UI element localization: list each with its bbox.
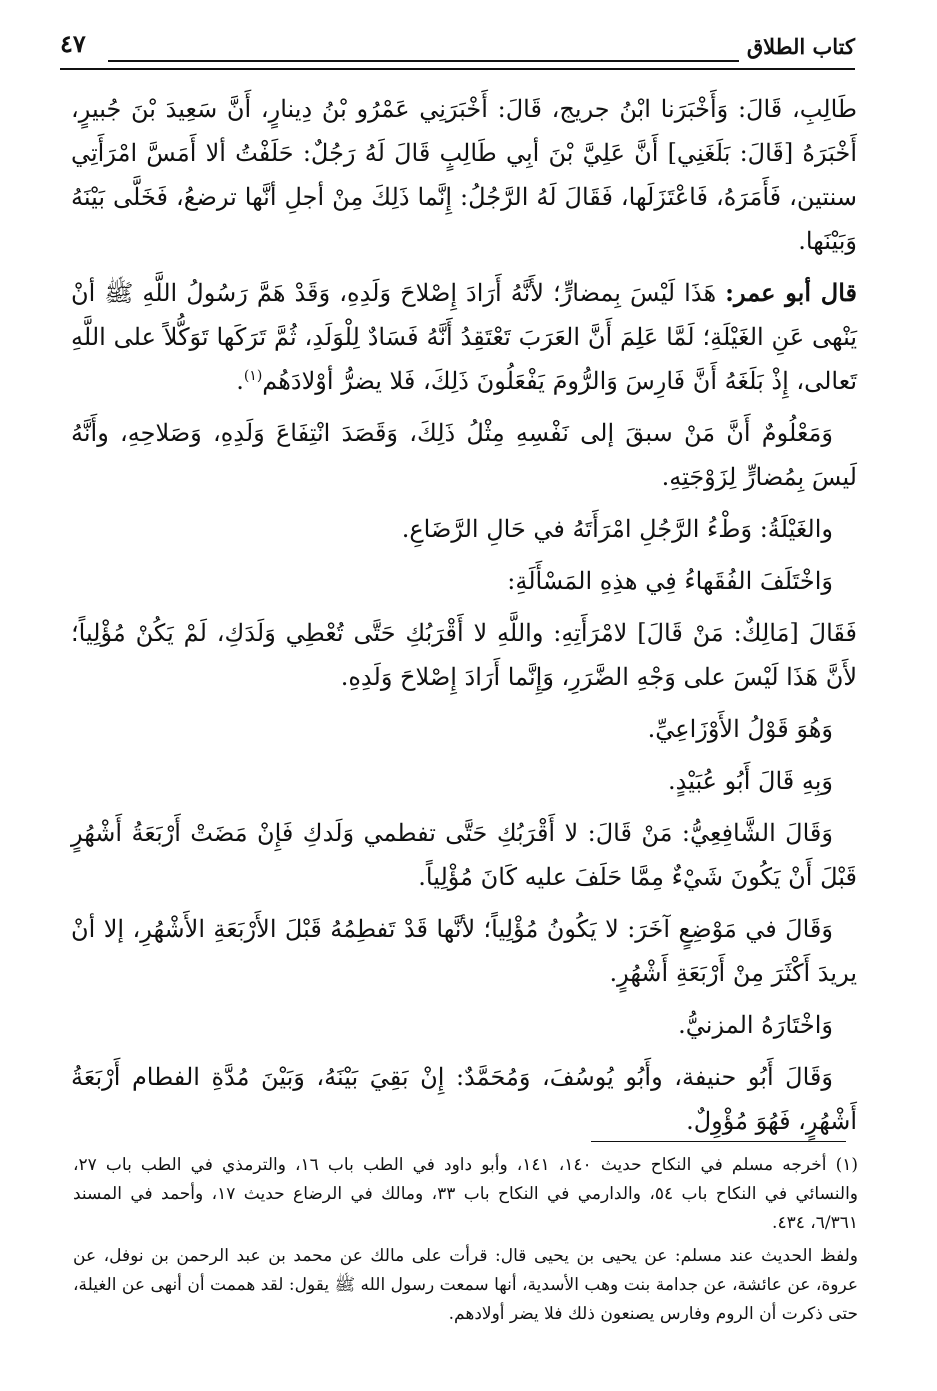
page-number: ٤٧ [60, 29, 86, 58]
footnote [73, 1151, 858, 1238]
footnote-separator [591, 1141, 846, 1142]
footnote-reference[interactable]: (١) [243, 368, 263, 384]
header-rule [60, 68, 855, 70]
paragraph-text: هَذَا لَيْسَ بِمضارٍّ؛ لأَنَّهُ أَرَادَ إِصْلاحَ وَلَدِهِ، وَقَدْ هَمَّ رَسُولُ اللَّهِ ﷺ أنْ يَنْهى عَنِ الغَيْلَةِ؛ لَمَّا عَلِمَ أَنَّ العَرَبَ تَعْتَقِدُ أَنَّهُ فَسَادٌ لِلْوَلَدِ، ثُمَّ تَرَكَها تَوَكُّلاً على اللَّهِ تَعالى، إِذْ بَلَغَهُ أَنَّ فَارِسَ وَالرُّومَ يَفْعَلُونَ ذَلِكَ، فَلا يضرُّ أوْلادَهُم [71, 279, 857, 395]
paragraph: والغَيْلَةُ: وَطْءُ الرَّجُلِ امْرَأَتَهُ في حَالِ الرَّضَاعِ. [401, 515, 833, 543]
page-header [60, 24, 855, 68]
footnote-continuation: ولفظ الحديث عند مسلم: عن يحيى بن يحيى قال: قرأت على مالك عن محمد بن عبد الرحمن بن نوفل، عن عروة، عن عائشة، عن جدامة بنت وهب الأسدية، أنها سمعت رسول الله ﷺ يقول: لقد هممت أن أنهى عن الغيلة، حتى ذكرت أن الروم وفارس يصنعون ذلك فلا يضر أولادهم. [73, 1246, 858, 1324]
paragraph: طَالِبِ، قَالَ: وَأَخْبَرَنا ابْنُ جريج، قَالَ: أَخْبَرَنِي عَمْرُو بْنُ دِينارٍ، أَنَّ سَعِيدَ بْنَ جُبيرٍ، أَخْبَرَهُ [قَالَ: بَلَغَنِي] أَنَّ عَلِيَّ بْنَ أبِي طَالِبٍ قَالَ لَهُ رَجُلٌ: حَلَفْتُ ألا أَمَسَّ امْرَأَتِي سنتين، فَأَمَرَهُ، فَاعْتَزَلَها، فَقَالَ لَهُ الرَّجُلُ: إِنَّما ذَلِكَ مِنْ أجلِ أنَّها ترضعُ، فَخَلَّى بَيْنَهُ وَبَيْنَها. [71, 95, 858, 255]
speaker-label: قال أبو عمر: [725, 278, 858, 307]
paragraph: وَبِهِ قَالَ أَبُو عُبَيْدٍ. [667, 767, 833, 795]
main-text [71, 87, 857, 1151]
paragraph-end: . [236, 367, 244, 395]
footnote-text: أخرجه مسلم في النكاح حديث ١٤٠، ١٤١، وأبو داود في الطب باب ١٦، والترمذي في الطب باب ٢٧، والنسائي في النكاح باب ٥٤، والدارمي في النكاح باب ٣٣، ومالك في الرضاع حديث ١٧، وأحمد في المسند ٦/٣٦١، ٤٣٤. [73, 1155, 858, 1233]
paragraph: وَاخْتَلَفَ الفُقَهاءُ فِي هذِهِ المَسْأَلَةِ: [507, 567, 833, 595]
paragraph: وَقَالَ أَبُو حنيفة، وأَبُو يُوسُفَ، وَمُحَمَّدٌ: إِنْ بَقِيَ بَيْنَهُ، وَبَيْنَ مُدَّةِ الفطام أَرْبَعَةُ أَشْهُرٍ، فَهُوَ مُؤْوِلٌ. [71, 1063, 857, 1135]
header-rule-short [108, 60, 739, 62]
running-title: كتاب الطلاق [746, 34, 855, 59]
paragraph: وَهُوَ قَوْلُ الأَوْزَاعِيِّ. [647, 715, 833, 743]
footnote-number: (١) [835, 1155, 859, 1175]
paragraph [71, 271, 857, 403]
paragraph: وَقَالَ الشَّافِعِيُّ: مَنْ قَالَ: لا أَقْرَبُكِ حَتَّى تفطمي وَلَدكِ فَإِنْ مَضَتْ أَرْبَعَةُ أَشْهُرٍ قَبْلَ أَنْ يَكُونَ شَيْءٌ مِمَّا حَلَفَ عليه كَانَ مُؤْلِياً. [71, 819, 857, 891]
paragraph: وَاخْتَارَهُ المزنيُّ. [678, 1011, 833, 1039]
footnotes [73, 1151, 858, 1329]
paragraph: فَقَالَ [مَالِكٌ: مَنْ قَالَ] لامْرَأَتِهِ: واللَّهِ لا أَقْرَبُكِ حَتَّى تُعْطِي وَلَدَكِ، لَمْ يَكُنْ مُؤْلِياً؛ لأَنَّ هَذَا لَيْسَ على وَجْهِ الضَّرَرِ، وَإِنَّما أَرَادَ إِصْلاحَ وَلَدِهِ. [71, 619, 857, 691]
paragraph: وَمَعْلُومٌ أَنَّ مَنْ سبقَ إلى نَفْسِهِ مِثْلُ ذَلِكَ، وَقَصَدَ انْتِفَاعَ وَلَدِهِ، وَصَلاحِهِ، وأَنَّهُ لَيسَ بِمُضارٍّ لِزَوْجَتِهِ. [71, 419, 857, 491]
paragraph: وَقَالَ في مَوْضِعٍ آخَرَ: لا يَكُونُ مُؤْلِياً؛ لأنَّها قَدْ تَفطِمُهُ قَبْلَ الأَرْبَعَةِ الأَشْهُرِ، إلا أنْ يريدَ أَكْثَرَ مِنْ أَرْبَعَةِ أَشْهُرٍ. [71, 915, 857, 987]
